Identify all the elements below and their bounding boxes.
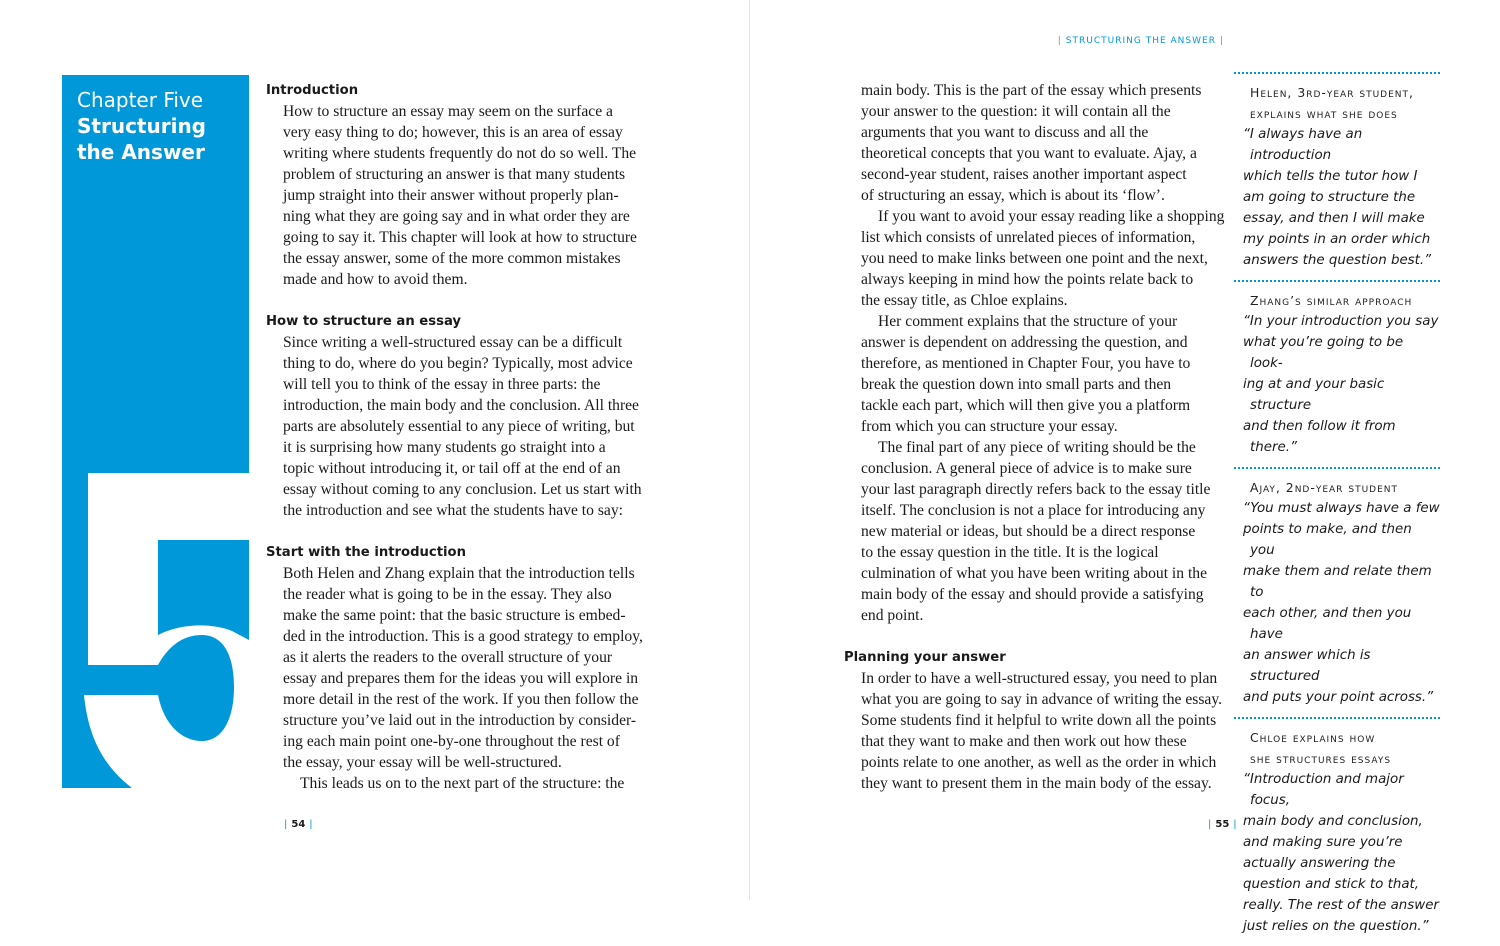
running-head-title: STRUCTURING THE ANSWER: [1065, 36, 1216, 46]
text-line: therefore, as mentioned in Chapter Four, you have to: [861, 355, 1191, 372]
intro-heading: Introduction: [266, 83, 359, 98]
text-line: the introduction and see what the students have to say:: [283, 502, 623, 519]
text-line: make the same point: that the basic structure is embed-: [283, 607, 626, 624]
quote-line: and then follow it from there.”: [1243, 419, 1396, 455]
start-heading: Start with the introduction: [266, 545, 467, 560]
quote-attribution: Chloe explains how: [1250, 730, 1376, 745]
text-line: If you want to avoid your essay reading like a shopping: [878, 208, 1225, 225]
running-head: | STRUCTURING THE ANSWER |: [1057, 36, 1224, 46]
text-line: parts are absolutely essential to any piece of writing, but: [283, 418, 635, 435]
quote-helen: [1234, 72, 1440, 280]
quote-line: make them and relate them to: [1243, 564, 1432, 600]
text-line: your last paragraph directly refers back to the essay title: [861, 481, 1211, 498]
text-line: topic without introducing it, or tail off at the end of an: [283, 460, 621, 477]
text-line: what you are going to say in advance of writing the essay.: [861, 691, 1223, 708]
shopping-paragraph: [844, 206, 1234, 311]
text-line: end point.: [861, 607, 924, 624]
chapter-name-line1: Structuring: [77, 114, 206, 138]
text-line: main body. This is the part of the essay which presents: [861, 82, 1202, 99]
chapter-panel: [62, 75, 249, 788]
text-line: made and how to avoid them.: [283, 271, 468, 288]
text-line: structure you’ve laid out in the introduction by consider-: [283, 712, 637, 729]
text-line: of structuring an essay, which is about its ‘flow’.: [861, 187, 1165, 204]
text-line: break the question down into small parts and then: [861, 376, 1172, 393]
quote-attribution: Helen, 3rd-year student,: [1250, 85, 1414, 100]
quote-line: main body and conclusion,: [1243, 814, 1423, 829]
text-line: Some students find it helpful to write down all the points: [861, 712, 1217, 729]
conclusion-paragraph: [844, 437, 1234, 626]
text-line: ing each main point one-by-one throughout the rest of: [283, 733, 620, 750]
text-line: itself. The conclusion is not a place for introducing any: [861, 502, 1206, 519]
quote-line: really. The rest of the answer: [1243, 898, 1439, 913]
text-line: theoretical concepts that you want to evaluate. Ajay, a: [861, 145, 1197, 162]
quote-line: answers the question best.”: [1243, 253, 1432, 268]
text-line: essay and prepares them for the ideas you will explore in: [283, 670, 639, 687]
text-line: from which you can structure your essay.: [861, 418, 1118, 435]
page-spine: [749, 0, 750, 900]
chapter-numeral: 5: [72, 775, 73, 776]
quote-line: my points in an order which: [1243, 232, 1431, 247]
quote-line: ing at and your basic structure: [1243, 377, 1385, 413]
quote-line: am going to structure the: [1243, 190, 1416, 205]
text-line: your answer to the question: it will contain all the: [861, 103, 1171, 120]
text-line: Both Helen and Zhang explain that the introduction tells: [283, 565, 635, 582]
quote-line: “I always have an introduction: [1243, 127, 1363, 163]
text-line: more detail in the rest of the work. If you then follow the: [283, 691, 639, 708]
quote-attribution: Ajay, 2nd-year student: [1250, 480, 1398, 495]
text-line: How to structure an essay may seem on the surface a: [283, 103, 613, 120]
text-line: you need to make links between one point and the next,: [861, 250, 1208, 267]
quote-attribution: she structures essays: [1250, 751, 1392, 766]
right-page-body: [844, 80, 1234, 794]
quote-line: just relies on the question.”: [1243, 919, 1429, 934]
text-line: new material or ideas, but should be a direct response: [861, 523, 1196, 540]
text-line: as it alerts the readers to the overall structure of your: [283, 649, 613, 666]
text-line: This leads us on to the next part of the structure: the: [300, 775, 625, 792]
text-line: essay without coming to any conclusion. Let us start with: [283, 481, 642, 498]
text-line: introduction, the main body and the conclusion. All three: [283, 397, 639, 414]
quote-attribution: Zhang’s similar approach: [1250, 293, 1413, 308]
quote-line: each other, and then you have: [1243, 606, 1412, 642]
text-line: Her comment explains that the structure of your: [878, 313, 1178, 330]
text-line: ded in the introduction. This is a good strategy to employ,: [283, 628, 643, 645]
quote-line: essay, and then I will make: [1243, 211, 1425, 226]
text-line: to the essay question in the title. It is the logical: [861, 544, 1159, 561]
text-line: very easy thing to do; however, this is an area of essay: [283, 124, 623, 141]
page-number: 54: [291, 819, 306, 830]
quote-line: actually answering the: [1243, 856, 1396, 871]
comment-paragraph: [844, 311, 1234, 437]
text-line: the essay answer, some of the more common mistakes: [283, 250, 621, 267]
text-line: tackle each part, which will then give you a platform: [861, 397, 1191, 414]
quote-line: and puts your point across.”: [1243, 690, 1434, 705]
folio-left: | 54 |: [284, 819, 313, 830]
quote-line: which tells the tutor how I: [1243, 169, 1418, 184]
text-line: will tell you to think of the essay in three parts: the: [283, 376, 601, 393]
text-line: the essay title, as Chloe explains.: [861, 292, 1068, 309]
text-line: ning what they are going say and in what order they are: [283, 208, 630, 225]
text-line: that they want to make and then work out how these: [861, 733, 1187, 750]
text-line: conclusion. A general piece of advice is to make sure: [861, 460, 1192, 477]
how-paragraph: [266, 332, 666, 521]
quote-attribution: explains what she does: [1250, 106, 1398, 121]
quote-line: “In your introduction you say: [1243, 314, 1439, 329]
text-line: thing to do, where do you begin? Typically, most advice: [283, 355, 633, 372]
quote-line: and making sure you’re: [1243, 835, 1403, 850]
quote-ajay: [1234, 467, 1440, 717]
student-quotes-sidebar: [1234, 72, 1440, 946]
quote-line: what you’re going to be look-: [1243, 335, 1404, 371]
intro-paragraph: [266, 101, 666, 290]
text-line: they want to present them in the main body of the essay.: [861, 775, 1212, 792]
text-line: it is surprising how many students go straight into a: [283, 439, 606, 456]
how-heading: How to structure an essay: [266, 314, 462, 329]
chapter-name-line2: the Answer: [77, 140, 205, 164]
quote-chloe: [1234, 717, 1440, 946]
left-page-body: [266, 80, 666, 794]
text-line: jump straight into their answer without properly plan-: [283, 187, 619, 204]
planning-heading: Planning your answer: [844, 650, 1006, 665]
text-line: problem of structuring an answer is that many students: [283, 166, 626, 183]
quote-line: “Introduction and major focus,: [1243, 772, 1404, 808]
text-line: arguments that you want to discuss and all the: [861, 124, 1149, 141]
text-line: Since writing a well-structured essay can be a difficult: [283, 334, 623, 351]
start-paragraph: [266, 563, 666, 773]
text-line: the essay, your essay will be well-structured.: [283, 754, 562, 771]
text-line: answer is dependent on addressing the question, and: [861, 334, 1188, 351]
text-line: always keeping in mind how the points relate back to: [861, 271, 1194, 288]
text-line: The final part of any piece of writing should be the: [878, 439, 1196, 456]
page-number: 55: [1215, 819, 1230, 830]
quote-zhang: [1234, 280, 1440, 467]
folio-right: | 55 |: [1208, 819, 1237, 830]
text-line: main body of the essay and should provide a satisfying: [861, 586, 1204, 603]
text-line: list which consists of unrelated pieces of information,: [861, 229, 1196, 246]
planning-paragraph: [844, 668, 1234, 794]
chapter-label: Chapter Five: [77, 88, 204, 112]
text-line: points relate to one another, as well as the order in which: [861, 754, 1217, 771]
quote-line: points to make, and then you: [1243, 522, 1412, 558]
quote-line: question and stick to that,: [1243, 877, 1420, 892]
text-line: second-year student, raises another important aspect: [861, 166, 1187, 183]
chapter-numeral-graphic: [62, 75, 249, 788]
quote-line: an answer which is structured: [1243, 648, 1371, 684]
text-line: writing where students frequently do not do so well. The: [283, 145, 637, 162]
text-line: the reader what is going to be in the essay. They also: [283, 586, 612, 603]
text-line: going to say it. This chapter will look at how to structure: [283, 229, 637, 246]
quote-line: “You must always have a few: [1243, 501, 1440, 516]
text-line: culmination of what you have been writing about in the: [861, 565, 1208, 582]
text-line: In order to have a well-structured essay, you need to plan: [861, 670, 1218, 687]
main-body-paragraph: [844, 80, 1234, 206]
